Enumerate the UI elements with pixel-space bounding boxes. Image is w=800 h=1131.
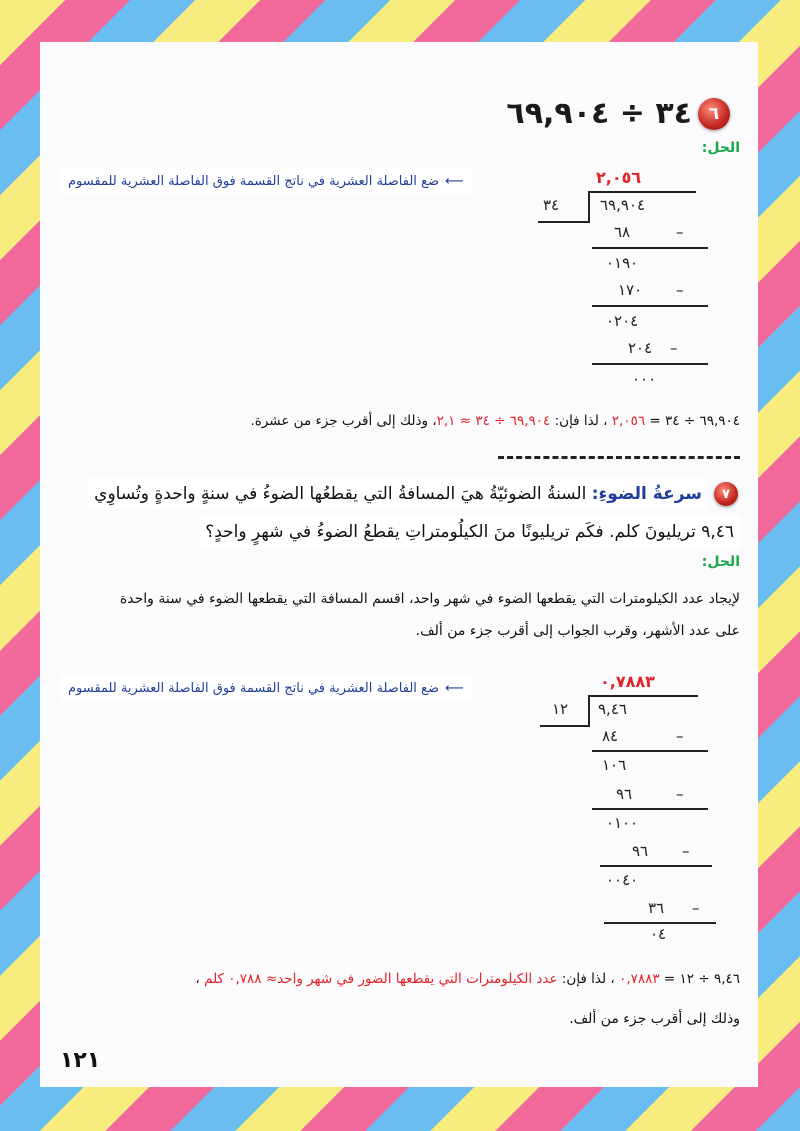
division-row: ٨٤ <box>602 727 619 745</box>
divisor: ٣٤ <box>543 196 560 214</box>
problem-6-note <box>60 168 472 195</box>
division-row: ٠١٠٠ <box>606 814 639 832</box>
division-row: ٠٤ <box>650 925 667 943</box>
problem-7-explanation-line-2: على عدد الأشهر، وقرب الجواب إلى أقرب جزء من ألف. <box>415 623 740 639</box>
minus-sign: – <box>676 281 690 299</box>
problem-7-question-line-2: ٩,٤٦ تريليونَ كلم. فكَم تريليونًا منَ الكيلُومتراتِ يقطعُ الضوءُ في شهرٍ واحدٍ؟ <box>199 516 740 548</box>
page <box>40 42 758 1087</box>
problem-7-conclusion-line-2: وذلك إلى أقرب جزء من ألف. <box>569 1011 740 1027</box>
division-row: ٣٦ <box>648 899 665 917</box>
minus-sign: – <box>692 899 706 917</box>
conclusion-text: ٩,٤٦ ÷ ١٢ = <box>659 971 740 987</box>
note-text: ضع الفاصلة العشرية في ناتج القسمة فوق الفاصلة العشرية للمقسوم <box>68 174 440 189</box>
quotient: ٢,٠٥٦ <box>596 168 642 187</box>
note-text: ضع الفاصلة العشرية في ناتج القسمة فوق الفاصلة العشرية للمقسوم <box>68 681 440 696</box>
divisor: ١٢ <box>552 700 569 718</box>
conclusion-text: ٦٩,٩٠٤ ÷ ٣٤ = <box>645 413 740 429</box>
minus-sign: – <box>676 785 690 803</box>
conclusion-result: عدد الكيلومترات التي يقطعها الضور في شهر واحد≈ ٠,٧٨٨ كلم <box>204 971 558 987</box>
conclusion-text: ، لذا فإن: <box>557 971 620 987</box>
section-divider <box>498 456 740 459</box>
division-row: ٩٦ <box>632 842 649 860</box>
question-text: السنةُ الضوئيّةُ هيَ المسافةُ التي يقطعُها الضوءُ في سنةٍ واحدةٍ وتُساوِي <box>94 484 592 504</box>
problem-7-explanation-line-1: لإيجاد عدد الكيلومترات التي يقطعها الضوء في شهر واحد، اقسم المسافة التي يقطعها الضوء في سنة واحدة <box>119 591 740 607</box>
problem-7-note <box>60 675 472 702</box>
problem-7-conclusion <box>195 964 740 994</box>
division-row: ٠٠٤٠ <box>606 871 639 889</box>
problem-7-badge: ٧ <box>714 482 738 506</box>
division-row: ٠٠٠ <box>632 370 657 388</box>
problem-6-expression: ٣٤ ÷ ٦٩,٩٠٤ <box>506 96 692 131</box>
conclusion-result: ٢,٠٥٦ <box>611 413 646 429</box>
conclusion-text: ، <box>195 971 205 987</box>
division-row: ٦٨ <box>614 223 631 241</box>
minus-sign: – <box>676 727 690 745</box>
minus-sign: – <box>676 223 690 241</box>
conclusion-result: ٠,٧٨٨٣ <box>619 971 660 987</box>
problem-7-solution-label: الحل: <box>701 554 740 570</box>
problem-7-topic: سرعةُ الضوءِ: <box>591 484 702 504</box>
conclusion-result: ٦٩,٩٠٤ ÷ ٣٤ ≈ ٢,١ <box>436 413 551 429</box>
problem-6-solution-label: الحل: <box>701 140 740 156</box>
division-row: ١٧٠ <box>618 281 643 299</box>
minus-sign: – <box>682 842 696 860</box>
left-arrow-icon: ⟵ <box>445 681 464 696</box>
division-row: ٩٦ <box>616 785 633 803</box>
problem-6-conclusion <box>250 406 740 436</box>
minus-sign: – <box>670 339 684 357</box>
page-number: ١٢١ <box>60 1048 101 1073</box>
conclusion-text: ، لذا فإن: <box>550 413 612 429</box>
conclusion-text: ، وذلك إلى أقرب جزء من عشرة. <box>250 413 437 429</box>
dividend: ٩,٤٦ <box>598 700 627 718</box>
division-row: ١٠٦ <box>602 756 627 774</box>
left-arrow-icon: ⟵ <box>445 174 464 189</box>
dividend: ٦٩,٩٠٤ <box>600 196 646 214</box>
problem-6-badge: ٦ <box>698 98 730 130</box>
quotient: ٠,٧٨٨٣ <box>600 672 655 691</box>
problem-7-question-line-1 <box>88 478 708 510</box>
division-row: ٠٢٠٤ <box>606 312 639 330</box>
division-row: ٢٠٤ <box>628 339 653 357</box>
division-row: ٠١٩٠ <box>606 254 639 272</box>
